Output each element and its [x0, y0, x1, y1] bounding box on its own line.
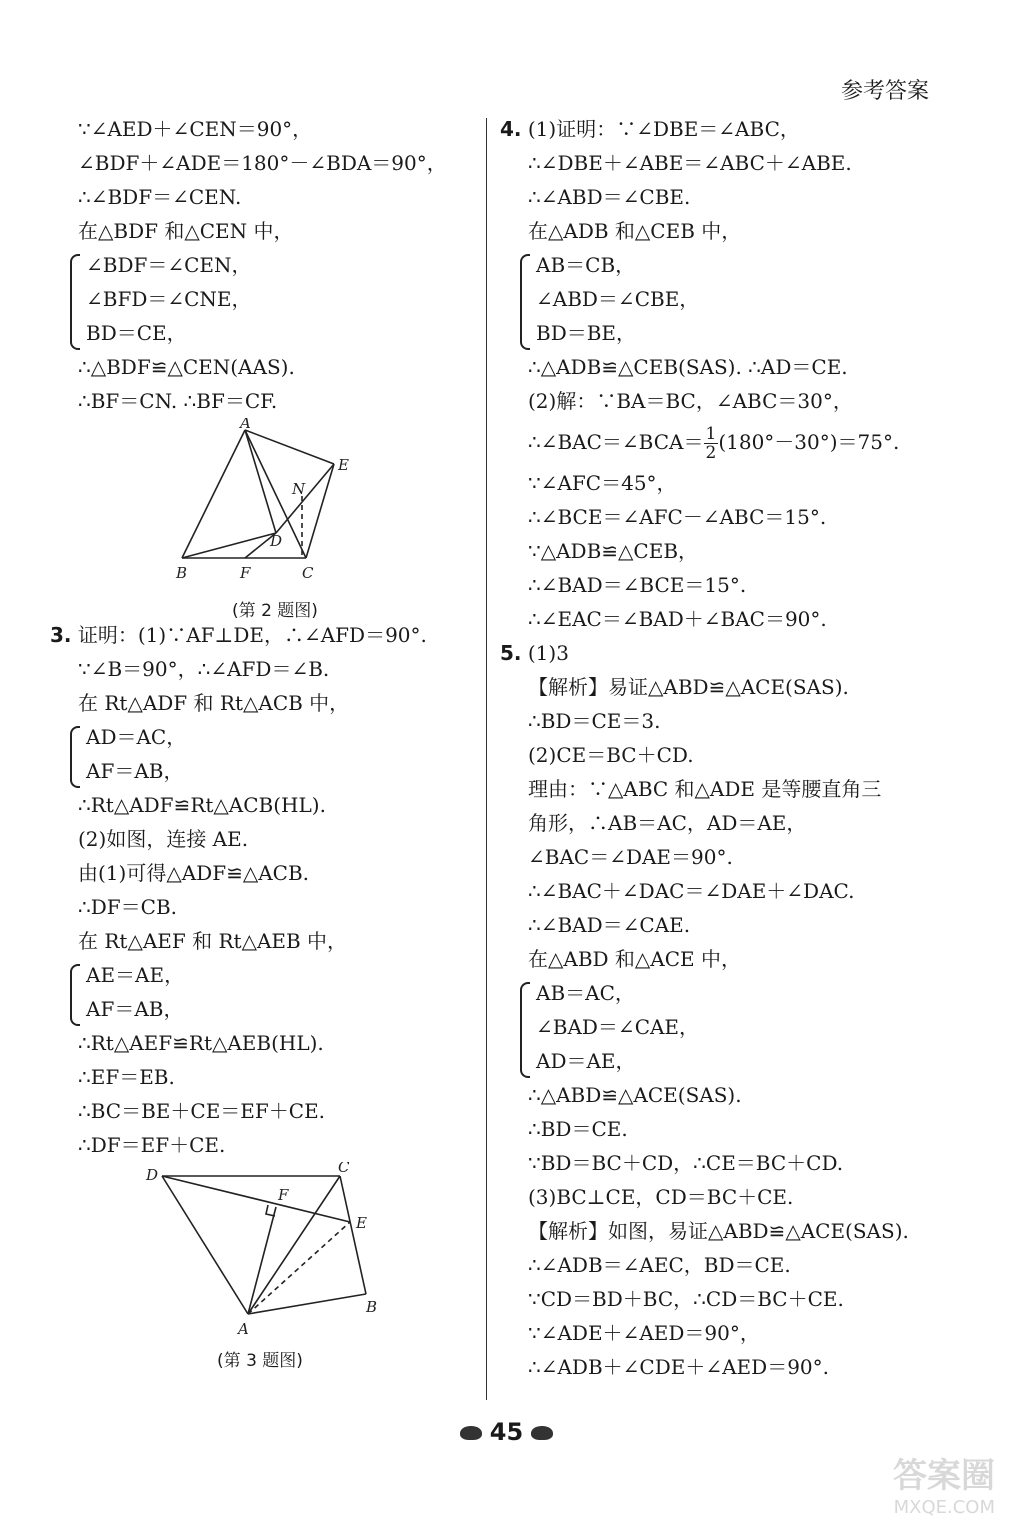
system-brace	[500, 976, 940, 1078]
text-line: ∴∠BDF＝∠CEN.	[78, 185, 242, 209]
text-line: ∵∠AED＋∠CEN＝90°，	[78, 117, 313, 141]
text-line: AB＝CB，	[536, 253, 636, 277]
text-line: 角形，∴AB＝AC，AD＝AE，	[528, 811, 807, 835]
text-line: ∴Rt△AEF≌Rt△AEB(HL).	[78, 1031, 324, 1055]
text-line: 理由：∵△ABC 和△ADE 是等腰直角三	[528, 777, 882, 801]
text-line: ∵∠AFC＝45°，	[528, 471, 677, 495]
text-line: ∴BC＝BE＋CE＝EF＋CE.	[78, 1099, 326, 1123]
text-line: ∠ABD＝∠CBE，	[536, 287, 700, 311]
right-block1	[500, 146, 940, 248]
text-line: ∠BDF＋∠ADE＝180°－∠BDA＝90°，	[78, 151, 447, 175]
text-line: ∴∠DBE＋∠ABE＝∠ABC＋∠ABE.	[528, 151, 852, 175]
figure-caption: (第 2 题图)	[232, 601, 318, 621]
question-number: 3.	[50, 623, 72, 647]
system-brace	[50, 248, 470, 350]
brace-mark	[520, 254, 530, 350]
label-e: E	[356, 1214, 367, 1232]
label-c: C	[338, 1162, 350, 1176]
left-block1	[50, 112, 470, 248]
text-line: ∠BAC＝∠DAE＝90°.	[528, 845, 733, 869]
text-line: ∴BD＝CE＝3.	[528, 709, 661, 733]
figure-q3	[50, 1162, 470, 1372]
text-line: AF＝AB，	[86, 759, 184, 783]
text-line: 在 Rt△AEF 和 Rt△AEB 中，	[78, 929, 348, 953]
text-span: 证明：(1)∵AF⊥DE，∴∠AFD＝90°.	[77, 623, 427, 647]
question-number: 4.	[500, 117, 522, 141]
right-block3	[500, 466, 940, 636]
label-e: E	[338, 456, 349, 474]
fraction-denominator: 2	[705, 443, 717, 463]
text-line: AF＝AB，	[86, 997, 184, 1021]
text-line: AB＝AC，	[536, 981, 635, 1005]
left-block5	[50, 1026, 470, 1162]
text-span: (1)3	[527, 641, 569, 665]
text-line: ∵△ADB≌△CEB，	[528, 539, 699, 563]
text-line: ∵∠ADE＋∠AED＝90°，	[528, 1321, 760, 1345]
system-brace	[50, 958, 470, 1026]
text-line: AD＝AC，	[86, 725, 187, 749]
right-block5	[500, 1078, 940, 1384]
text-line: 在△ADB 和△CEB 中，	[528, 219, 742, 243]
label-d: D	[146, 1166, 159, 1184]
text-line: ∴DF＝EF＋CE.	[78, 1133, 226, 1157]
label-a: A	[238, 1320, 249, 1338]
text-line: ∴∠BCE＝∠AFC－∠ABC＝15°.	[528, 505, 827, 529]
text-line: (2)如图，连接 AE.	[78, 827, 249, 851]
text-line: ∴△BDF≌△CEN(AAS).	[78, 355, 295, 379]
text-line: ∴EF＝EB.	[78, 1065, 175, 1089]
text-line: 在△BDF 和△CEN 中，	[78, 219, 294, 243]
text-line: ∴Rt△ADF≌Rt△ACB(HL).	[78, 793, 326, 817]
text-line: BD＝BE，	[536, 321, 637, 345]
brace-mark	[70, 726, 80, 788]
right-block4	[500, 670, 940, 976]
label-c: C	[302, 564, 314, 582]
text-line: 由(1)可得△ADF≌△ACB.	[78, 861, 310, 885]
text-line: AE＝AE，	[86, 963, 185, 987]
geometry-figure-3	[50, 1162, 470, 1340]
text-line: ∴DF＝CB.	[78, 895, 177, 919]
text-line: 在△ABD 和△ACE 中，	[528, 947, 741, 971]
column-divider	[486, 118, 487, 1400]
label-a: A	[240, 418, 251, 432]
text-line: (2)CE＝BC＋CD.	[528, 743, 694, 767]
brace-mark	[70, 254, 80, 350]
left-block3	[50, 652, 470, 720]
watermark-text: 答案圈	[893, 1456, 995, 1496]
geometry-figure-2	[50, 418, 470, 588]
text-line: ∵∠B＝90°，∴∠AFD＝∠B.	[78, 657, 330, 681]
fraction-numerator: 1	[705, 424, 717, 444]
label-d: D	[270, 532, 283, 550]
text-line: ∴∠ADB＋∠CDE＋∠AED＝90°.	[528, 1355, 829, 1379]
left-block2	[50, 350, 470, 418]
text-span: ∴∠BAC＝∠BCA＝	[528, 430, 704, 454]
leaf-left-icon	[460, 1426, 482, 1440]
text-line: ∠BFD＝∠CNE，	[86, 287, 252, 311]
left-column	[50, 112, 470, 1372]
label-n: N	[292, 480, 306, 498]
watermark-url: MXQE.COM	[893, 1497, 995, 1518]
label-f: F	[278, 1186, 289, 1204]
fraction	[704, 425, 719, 462]
text-line: BD＝CE，	[86, 321, 187, 345]
system-brace	[500, 248, 940, 350]
page-header: 参考答案	[840, 79, 929, 104]
text-line: ∴∠EAC＝∠BAD＋∠BAC＝90°.	[528, 607, 827, 631]
page-number: 45	[489, 1418, 524, 1446]
leaf-right-icon	[531, 1426, 553, 1440]
right-column	[500, 112, 940, 1384]
text-line: ∴BF＝CN. ∴BF＝CF.	[78, 389, 278, 413]
text-line: ∴BD＝CE.	[528, 1117, 628, 1141]
text-span: (1)证明：∵∠DBE＝∠ABC，	[527, 117, 800, 141]
page-footer	[0, 1418, 1013, 1446]
question-5-first-line	[500, 636, 940, 670]
text-line: ∴△ADB≌△CEB(SAS). ∴AD＝CE.	[528, 355, 848, 379]
text-line: ∠BDF＝∠CEN，	[86, 253, 252, 277]
system-brace	[50, 720, 470, 788]
figure-caption: (第 3 题图)	[217, 1351, 303, 1371]
text-line: ∴∠BAD＝∠BCE＝15°.	[528, 573, 747, 597]
text-line: ∵BD＝BC＋CD，∴CE＝BC＋CD.	[528, 1151, 844, 1175]
text-line: ∴∠ABD＝∠CBE.	[528, 185, 691, 209]
text-line: (2)解：∵BA＝BC，∠ABC＝30°，	[528, 389, 853, 413]
text-line: ∴∠BAD＝∠CAE.	[528, 913, 691, 937]
question-number: 5.	[500, 641, 522, 665]
text-line: ∵CD＝BD＋BC，∴CD＝BC＋CE.	[528, 1287, 844, 1311]
brace-mark	[70, 964, 80, 1026]
text-line: 【解析】如图，易证△ABD≌△ACE(SAS).	[528, 1219, 909, 1243]
text-line: ∴∠BAC＋∠DAC＝∠DAE＋∠DAC.	[528, 879, 855, 903]
text-line: 【解析】易证△ABD≌△ACE(SAS).	[528, 675, 849, 699]
text-line: 在 Rt△ADF 和 Rt△ACB 中，	[78, 691, 350, 715]
brace-mark	[520, 982, 530, 1078]
text-line: ∠BAD＝∠CAE，	[536, 1015, 700, 1039]
label-b: B	[366, 1298, 378, 1316]
fraction-line	[500, 418, 940, 466]
question-3-first-line	[50, 618, 470, 652]
left-block4	[50, 788, 470, 958]
text-line: ∴△ABD≌△ACE(SAS).	[528, 1083, 742, 1107]
text-line: (3)BC⊥CE，CD＝BC＋CE.	[528, 1185, 794, 1209]
text-line: ∴∠ADB＝∠AEC，BD＝CE.	[528, 1253, 791, 1277]
figure-q2	[50, 418, 470, 621]
question-4-first-line	[500, 112, 940, 146]
text-span: (180°－30°)＝75°.	[718, 430, 900, 454]
label-b: B	[176, 564, 188, 582]
label-f: F	[240, 564, 251, 582]
watermark-logo	[815, 1448, 995, 1518]
text-line: AD＝AE，	[536, 1049, 636, 1073]
right-block2	[500, 350, 940, 418]
